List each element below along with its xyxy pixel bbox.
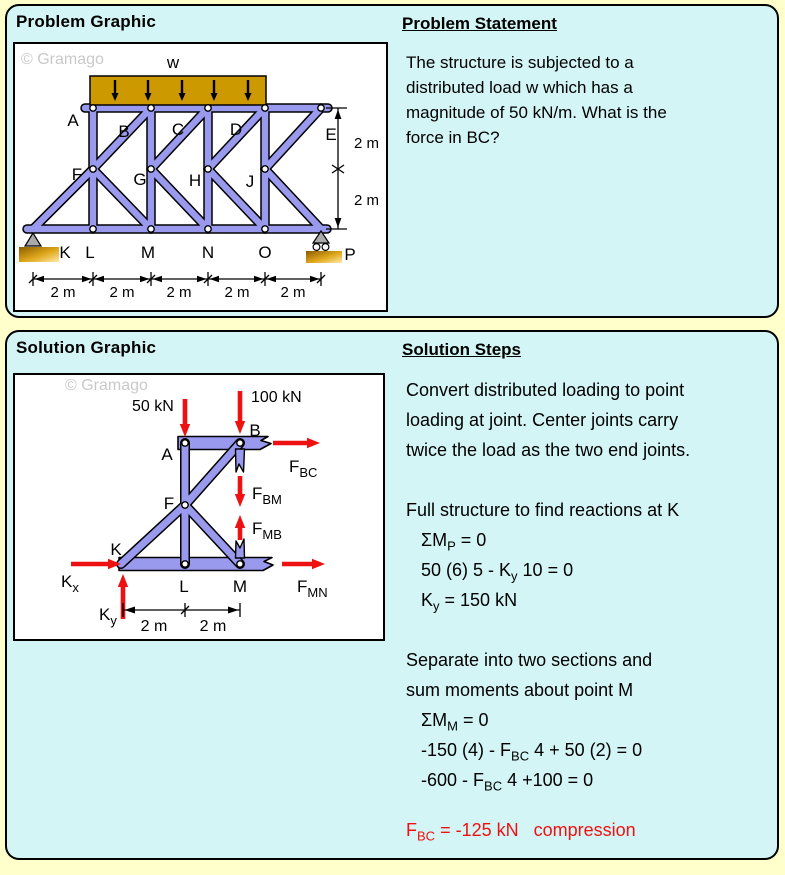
force-label-FBM: $F_{BM}$ [252, 484, 282, 507]
steps-line: $K_y = 150$ kN [421, 590, 518, 614]
solution-steps-paragraph [406, 375, 778, 465]
arrow-100kN-down [235, 421, 245, 434]
roller-support-P [306, 231, 342, 263]
steps-line: sum moments about point M [406, 680, 634, 700]
node-label-L: L [179, 577, 189, 596]
dim-label-2m: 2 m [224, 284, 250, 301]
arrow-FBC-right [307, 438, 320, 448]
steps-line: Separate into two sections and [406, 650, 653, 670]
dim-label-2m: 2 m [199, 618, 227, 635]
node-label-A: A [161, 445, 173, 464]
problem-graphic-title: Problem Graphic [16, 12, 156, 31]
node-label-B: B [118, 122, 130, 141]
dim-label-2m: 2 m [280, 284, 306, 301]
node-label-A: A [67, 111, 79, 130]
problem-statement-text [406, 50, 771, 150]
arrow-50kN-down [180, 424, 190, 437]
node-label-F: F [71, 165, 83, 184]
solution-steps-paragraph [406, 495, 778, 615]
fbd-dimension-line [123, 603, 240, 617]
load-w-label: w [166, 53, 180, 72]
steps-line: $-600 - F_{BC}$ 4 +100 = 0 [421, 770, 594, 794]
solution-graphic-box [13, 373, 385, 641]
load-label-100kN: 100 kN [251, 389, 302, 406]
statement-line: magnitude of 50 kN/m. What is the [406, 103, 667, 122]
steps-line: $\Sigma M_M = 0$ [421, 710, 489, 734]
force-label-FMB: $F_{MB}$ [252, 519, 282, 542]
watermark: © Gramago [65, 377, 148, 394]
node-label-E: E [325, 125, 337, 144]
force-label-FMN: $F_{MN}$ [297, 577, 328, 600]
dim-label-2m-vertical: 2 m [354, 135, 380, 152]
problem-graphic-box [13, 42, 388, 312]
force-label-Ky: $K_y$ [99, 605, 117, 628]
solution-graphic-title: Solution Graphic [16, 338, 157, 357]
problem-statement-title: Problem Statement [402, 14, 557, 33]
node-label-J: J [245, 172, 255, 191]
steps-line: -150 $(4) - F_{BC}$ 4 + 50 (2) = 0 [421, 740, 643, 764]
statement-line: The structure is subjected to a [406, 53, 634, 72]
node-label-B: B [249, 421, 261, 440]
node-label-D: D [229, 120, 243, 139]
node-label-K: K [110, 540, 122, 559]
steps-line: Full structure to find reactions at K [406, 500, 680, 520]
problem-panel [5, 4, 779, 318]
dim-label-2m: 2 m [50, 284, 76, 301]
problem-truss-diagram [15, 44, 386, 310]
solution-fbd-diagram [15, 375, 383, 639]
force-label-FBC: $F_{BC}$ [289, 457, 318, 480]
watermark: © Gramago [21, 51, 104, 68]
solution-steps-text [406, 375, 778, 875]
dim-label-2m: 2 m [166, 284, 192, 301]
arrow-Ky-up [118, 574, 128, 587]
node-label-M: M [232, 577, 248, 596]
statement-line: distributed load w which has a [406, 78, 633, 97]
node-label-H: H [188, 171, 202, 190]
dim-label-2m: 2 m [109, 284, 135, 301]
distributed-load [90, 76, 266, 105]
pin-support-K [19, 233, 59, 262]
steps-line: $\Sigma M_P = 0$ [421, 530, 487, 554]
steps-line: Convert distributed loading to point [406, 380, 685, 400]
node-label-G: G [133, 170, 147, 189]
node-label-L: L [85, 243, 95, 262]
solution-panel [5, 330, 779, 860]
force-labels [61, 457, 328, 628]
steps-line: loading at joint. Center joints carry [406, 410, 679, 430]
solution-steps-title: Solution Steps [402, 340, 521, 359]
load-label-50kN: 50 kN [132, 398, 174, 415]
node-label-K: K [59, 243, 71, 262]
result-line [406, 815, 778, 845]
node-label-M: M [140, 243, 156, 262]
node-label-C: C [171, 120, 185, 139]
steps-line: 50 (6) $5 - K_y$ 10 = 0 [421, 560, 574, 584]
node-label-P: P [344, 245, 356, 264]
force-label-Kx: $K_x$ [61, 572, 79, 595]
dim-label-2m-vertical: 2 m [354, 192, 380, 209]
node-label-O: O [258, 243, 272, 262]
statement-line: force in BC? [406, 128, 500, 147]
arrow-FMN-right [312, 559, 325, 569]
solution-steps-paragraph [406, 645, 778, 795]
steps-line: twice the load as the two end joints. [406, 440, 691, 460]
node-label-N: N [201, 243, 215, 262]
bottom-dimension-labels [50, 284, 305, 301]
steps-line: $F_{BC} = -125$ kN compression [406, 820, 636, 844]
arrow-FMB-up [235, 515, 245, 528]
node-label-F: F [163, 494, 175, 513]
arrow-FBM-down [235, 494, 245, 507]
dim-label-2m: 2 m [140, 618, 168, 635]
